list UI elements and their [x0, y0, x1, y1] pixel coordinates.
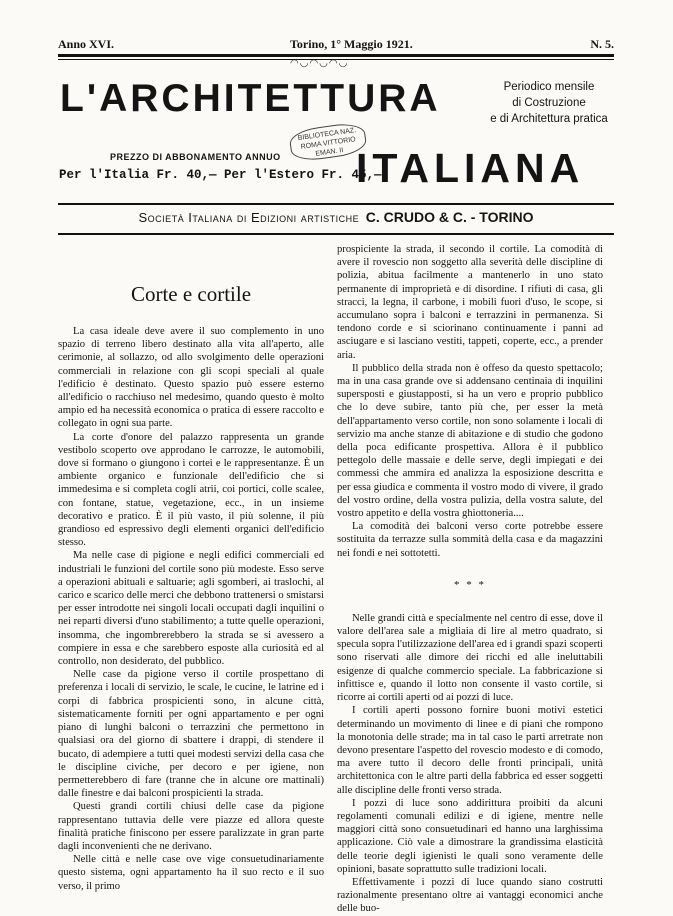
periodical-line: Periodico mensile: [503, 81, 595, 93]
header-rule-thick: [58, 54, 614, 57]
paragraph: Nelle città e nelle case ove vige consuetudinariamente questo sistema, ogni appartamento ha il suo recto e il suo verso, il primo: [58, 854, 324, 892]
issue-year: Anno XVI.: [58, 37, 115, 51]
library-stamp: BIBLIOTECA NAZ. ROMA VITTORIO EMAN. II: [288, 121, 368, 163]
publisher-name: C. CRUDO & C. - TORINO: [365, 209, 534, 225]
paragraph: I cortili aperti possono fornire buoni motivi estetici determinando un movimento di linee e di piani che rompono la monotonia delle strade; ma in tal caso le parti arretrate non devono presentare l'aspetto del rovescio modesto e di comodo, ma avere tutto il decoro delle fronti principali, unità architettonica con le altre parti della fabbrica ed esser soggetti alle discipline delle fronti verso strada.: [337, 705, 603, 796]
paragraph: Nelle grandi città e specialmente nel centro di esse, dove il valore dell'area sale a migliaia di lire al metro quadrato, si specula sopra l'utilizzazione dell'area ed i grandi spazi scoperti sono riservati alle dimore dei ricchi ed alle ineluttabili esigenze di qualche commercio speciale. La fabbricazione si infittisce e, quando il lotto non consente il vasto cortile, si ricorre ai cortili aperti od ai pozzi di luce.: [337, 612, 603, 704]
publisher-rule-top: [58, 203, 614, 205]
periodical-line: di Costruzione: [512, 97, 586, 109]
paragraph: prospiciente la strada, il secondo il cortile. La comodità di avere il rovescio non soggetto alla severità delle discipline di polizia, abitua facilmente a mantenerlo in uno stato permanente di improprietà e di disordine. I rifiuti di casa, gli stracci, la legna, il carbone, i mobili fuori d'uso, le scope, si accumulano sopra i balconi e terrazzini in permanenza. Si tendono corde e si sciorinano continuamente i panni ad asciugare e si lasciano vestiti, tappeti, coperte, ecc., a prender aria.: [337, 244, 603, 361]
article-column-right: [337, 243, 603, 916]
paragraph: I pozzi di luce sono addirittura proibiti da alcuni regolamenti comunali edilizi e di igiene, mentre nelle maggiori città sono consuetudinari ed hanno una larghissima applicazione. Ciò vale a dimostrare la grandissima elasticità delle teorie degli igienisti le quali sono veramente delle opinioni, basate soprattutto sulle tradizioni locali.: [337, 797, 603, 875]
paragraph: La comodità dei balconi verso corte potrebbe essere sostituita da terrazze sulla sommità della casa e da magazzini nei fondi e nei sottotetti.: [337, 521, 603, 559]
periodical-line: e di Architettura pratica: [490, 113, 608, 125]
subscription-prices: Per l'Italia Fr. 40,— Per l'Estero Fr. 45,—: [59, 168, 382, 182]
paragraph: Questi grandi cortili chiusi delle case da pigione rappresentano tuttavia delle vere piazze ed allora queste finalità pratiche finiscono per essere paralizzate in gran parte dagli inconvenienti che ne derivano.: [58, 801, 324, 852]
subscription-label: PREZZO DI ABBONAMENTO ANNUO: [110, 152, 281, 162]
ornament-icon: ◠◡◠◡◠◡: [290, 58, 349, 69]
paragraph: La corte d'onore del palazzo rappresenta un grande vestibolo scoperto ove approdano le carrozze, le automobili, dove si formano o giungono i cortei e le rappresentanze. È un ambiente organico e funzionale dell'edificio che si immedesima e si completa cogli atrii, coi portici, colle scalee, con fontane, statue, vegetazione, ecc., in un insieme decorativo e pratico. È il più vasto, il più solenne, il più grandioso ed espressivo degli elementi organici dell'edificio stesso.: [58, 431, 324, 549]
section-separator: * * *: [454, 578, 486, 591]
article-title: Corte e cortile: [130, 282, 252, 306]
issue-date: Torino, 1° Maggio 1921.: [290, 37, 413, 51]
paragraph: Il pubblico della strada non è offeso da questo spettacolo; ma in una casa grande ove si addensano centinaia di inquilini supersposti e giustapposti, si ha un vero e proprio pubblico che lo deve subire, tanto più che, per esser la metà dell'appartamento verso cortile, non sono solamente i locali di servizio ma anche stanze di abitazione e di studio che godono della poca edificante prospettiva. Allora è il pubblico pettegolo delle massaie e delle serve, degli impiegati e dei commessi che ammira ed analizza la esposizione descritta e per essa giudica e commenta il vostro modo di vivere, il grado del vostro ordine, della vostra pulizia, della vostra salute, del vostro appetito e della vostra ghiottoneria....: [337, 362, 603, 520]
publisher-rule-bottom: [58, 233, 614, 235]
paragraph: Ma nelle case di pigione e negli edifici commerciali ed industriali le funzioni del cortile sono più modeste. Esso serve a operazioni abituali e saltuarie; agli sgomberi, ai traslochi, al carico e scarico delle merci che debbono trattenersi o smistarsi per esser introdotte nei singoli locali occupati dagli inquilini o nei reparti diversi d'uno stabilimento; a tutte quelle operazioni, insomma, che ingombrerebbero la strada se si avessero a compiere in essa e che sarebbero esposte alla curiosità ed al controllo, non desiderato, del pubblico.: [58, 550, 324, 668]
masthead-title-line2: ITALIANA: [356, 145, 585, 191]
publisher-line: [58, 209, 614, 225]
periodical-description: [483, 79, 615, 127]
article-column-left: [58, 325, 324, 893]
masthead-title-line1: L'ARCHITETTURA: [60, 77, 441, 120]
paragraph: Effettivamente i pozzi di luce quando siano costrutti razionalmente presentano oltre ai vantaggi economici anche delle buo-: [337, 876, 603, 915]
paragraph: La casa ideale deve avere il suo complemento in uno spazio di terreno libero destinato alla vita all'aperto, alle cerimonie, al sollazzo, od allo svolgimento delle operazioni commerciali in relazione con gli scopi speciali al quale l'edificio è destinato. Questo spazio può essere esterno all'edificio o racchiuso nel medesimo, quando questo è molto ampio ed ha necessità economica o pratica di essere raccolto e collegato in ogni sua parte.: [58, 326, 324, 430]
paragraph: Nelle case da pigione verso il cortile prospettano di preferenza i locali di servizio, le scale, le cucine, le latrine ed i corpi di fabbrica prospicienti sono, in alcune città, sistematicamente forniti per ogni appartamento e per ogni piano di lunghi balconi o terrazzini che permettono in qualsiasi ora del giorno di sbattere i drappi, di stendere il bucato, di adempiere a tutti quei modesti servizi della casa che le discipline civiche, per decoro e per igiene, non permetterebbero di fare (tranne che in alcune ore mattinali) dalle finestre e dai balconi prospicienti la strada.: [58, 669, 324, 800]
publisher-society: Società Italiana di Edizioni artistiche: [138, 210, 360, 225]
issue-number: N. 5.: [590, 37, 614, 51]
